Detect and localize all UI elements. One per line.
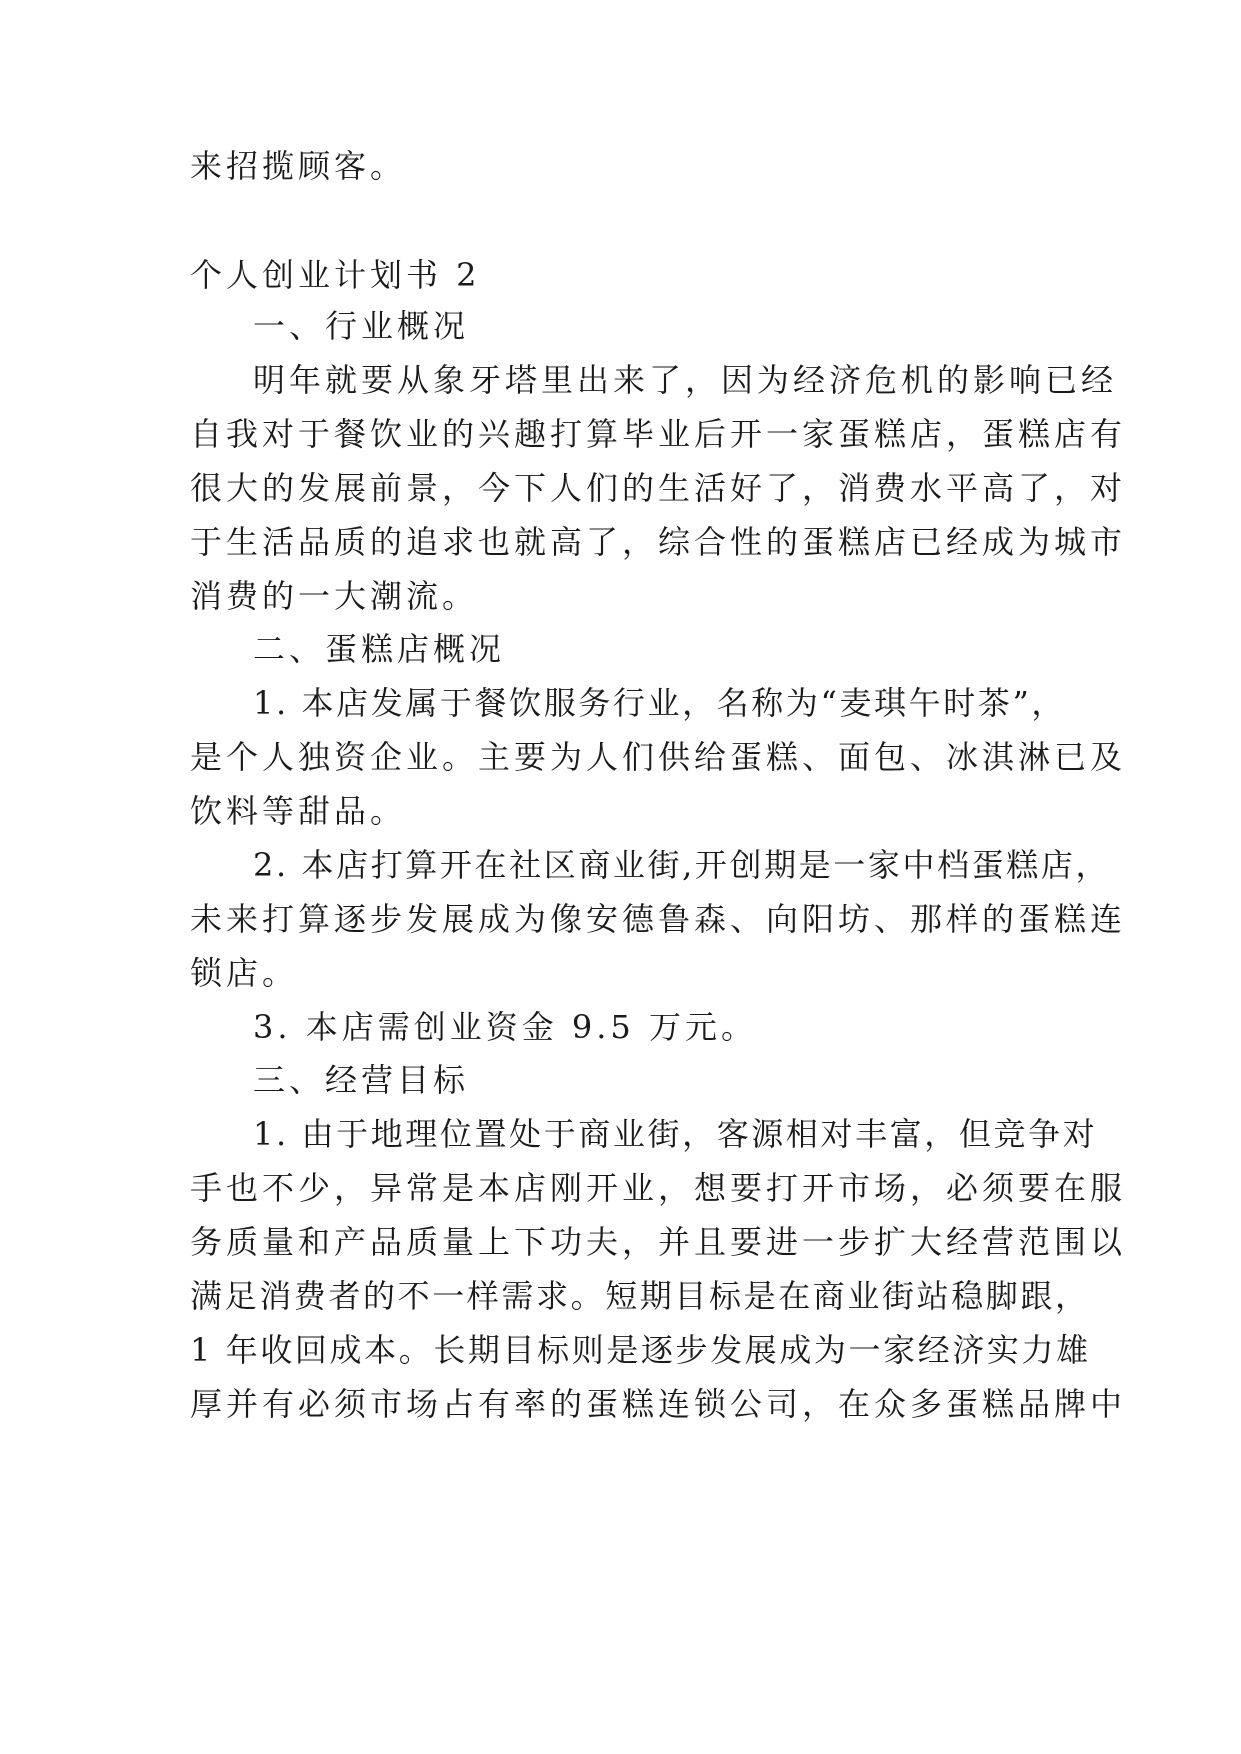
text-line: 饮料等甜品。 [190,792,407,830]
heading-shop-overview: 二、蛋糕店概况 [253,630,506,668]
text-line: 3. 本店需创业资金 9.5 万元。 [253,1008,757,1046]
text-line: 1. 本店发属于餐饮服务行业，名称为“麦琪午时茶”， [253,684,1067,722]
text-line: 很大的发展前景，今下人们的生活好了，消费水平高了，对 [190,469,1127,507]
heading-industry-overview: 一、行业概况 [253,307,470,345]
text-line: 于生活品质的追求也就高了，综合性的蛋糕店已经成为城市 [190,523,1127,561]
text-line: 满足消费者的不一样需求。短期目标是在商业街站稳脚跟， [190,1277,1090,1315]
text-line: 锁店。 [190,954,299,992]
text-line: 消费的一大潮流。 [190,577,479,615]
text-line: 2. 本店打算开在社区商业街,开创期是一家中档蛋糕店， [253,846,1111,884]
section-title: 个人创业计划书 2 [190,256,481,294]
text-line: 务质量和产品质量上下功夫，并且要进一步扩大经营范围以 [190,1223,1127,1261]
text-line: 厚并有必须市场占有率的蛋糕连锁公司，在众多蛋糕品牌中 [190,1385,1127,1423]
text-line: 未来打算逐步发展成为像安德鲁森、向阳坊、那样的蛋糕连 [190,900,1127,938]
text-line: 1 年收回成本。长期目标则是逐步发展成为一家经济实力雄 [190,1331,1091,1369]
text-line: 来招揽顾客。 [190,147,407,185]
text-line: 明年就要从象牙塔里出来了，因为经济危机的影响已经 [253,361,1118,399]
text-line: 自我对于餐饮业的兴趣打算毕业后开一家蛋糕店，蛋糕店有 [190,415,1127,453]
text-line: 手也不少，异常是本店刚开业，想要打开市场，必须要在服 [190,1169,1127,1207]
text-line: 1. 由于地理位置处于商业街，客源相对丰富，但竞争对 [253,1115,1098,1153]
text-line: 是个人独资企业。主要为人们供给蛋糕、面包、冰淇淋已及 [190,738,1127,776]
heading-business-goals: 三、经营目标 [253,1061,470,1099]
